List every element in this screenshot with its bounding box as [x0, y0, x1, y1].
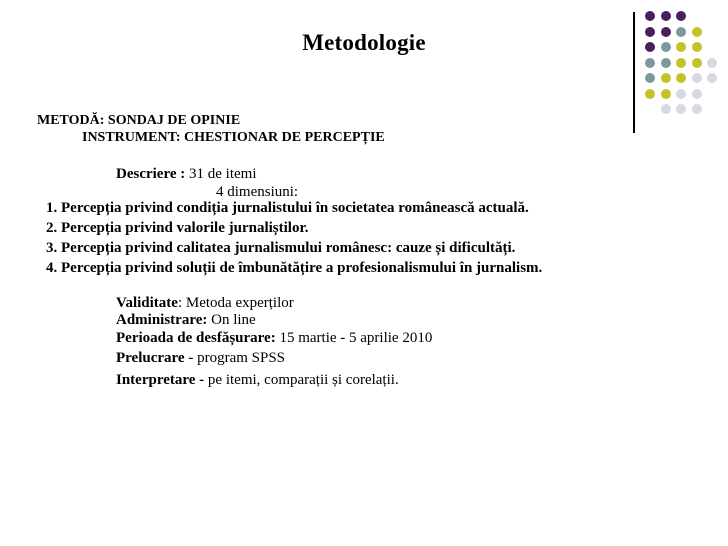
dimension-item-3: 3. Percepția privind calitatea jurnalismului românesc: cauze și dificultăți. — [46, 240, 516, 256]
decorative-dot — [661, 104, 671, 114]
decorative-dot — [661, 89, 671, 99]
decorative-dot — [645, 11, 655, 21]
detail-validitate — [116, 294, 294, 312]
decorative-dot — [661, 11, 671, 21]
decorative-dot — [676, 27, 686, 37]
dimension-item-2: 2. Percepția privind valorile jurnaliștilor. — [46, 220, 309, 236]
description-line — [116, 165, 257, 183]
detail-label: Interpretare - — [116, 372, 205, 388]
decorative-dot — [676, 73, 686, 83]
detail-administrare — [116, 311, 256, 329]
description-label: Descriere : — [116, 166, 186, 182]
decorative-dot-grid — [645, 11, 725, 121]
detail-label: Perioada de desfășurare: — [116, 330, 276, 346]
detail-value: pe itemi, comparații și corelații. — [204, 372, 399, 388]
instrument-heading: INSTRUMENT: CHESTIONAR DE PERCEPȚIE — [82, 130, 385, 145]
decorative-dot — [692, 27, 702, 37]
decorative-dot — [661, 58, 671, 68]
decorative-dot — [676, 104, 686, 114]
decorative-dot — [707, 58, 717, 68]
decorative-dot — [676, 89, 686, 99]
decorative-dot — [692, 89, 702, 99]
decorative-dot — [645, 42, 655, 52]
decorative-dot — [645, 27, 655, 37]
divider-line — [633, 12, 635, 133]
detail-label: Prelucrare - — [116, 350, 194, 366]
decorative-dot — [661, 27, 671, 37]
decorative-dot — [692, 104, 702, 114]
decorative-dot — [676, 58, 686, 68]
decorative-dot — [645, 58, 655, 68]
dimensions-label: 4 dimensiuni: — [216, 184, 299, 200]
decorative-dot — [661, 42, 671, 52]
detail-value: : Metoda experților — [177, 295, 294, 311]
decorative-dot — [661, 73, 671, 83]
detail-value: 15 martie - 5 aprilie 2010 — [275, 330, 433, 346]
method-heading: METODĂ: SONDAJ DE OPINIE — [37, 113, 241, 128]
dimension-item-4: 4. Percepția privind soluții de îmbunătățire a profesionalismului în jurnalism. — [46, 260, 543, 276]
detail-label: Administrare: — [116, 312, 208, 328]
decorative-dot — [692, 42, 702, 52]
detail-interpretare — [116, 371, 399, 389]
decorative-dot — [707, 73, 717, 83]
decorative-dot — [676, 42, 686, 52]
detail-perioada — [116, 329, 432, 347]
detail-value: On line — [207, 312, 256, 328]
detail-value: program SPSS — [193, 350, 286, 366]
slide-title: Metodologie — [302, 30, 426, 55]
decorative-dot — [645, 73, 655, 83]
decorative-dot — [692, 73, 702, 83]
decorative-dot — [676, 11, 686, 21]
dimension-item-1: 1. Percepția privind condiția jurnalistului în societatea românească actuală. — [46, 200, 529, 216]
decorative-dot — [645, 89, 655, 99]
detail-prelucrare — [116, 349, 285, 367]
decorative-dot — [692, 58, 702, 68]
detail-label: Validitate — [116, 295, 178, 311]
description-value: 31 de itemi — [185, 166, 257, 182]
